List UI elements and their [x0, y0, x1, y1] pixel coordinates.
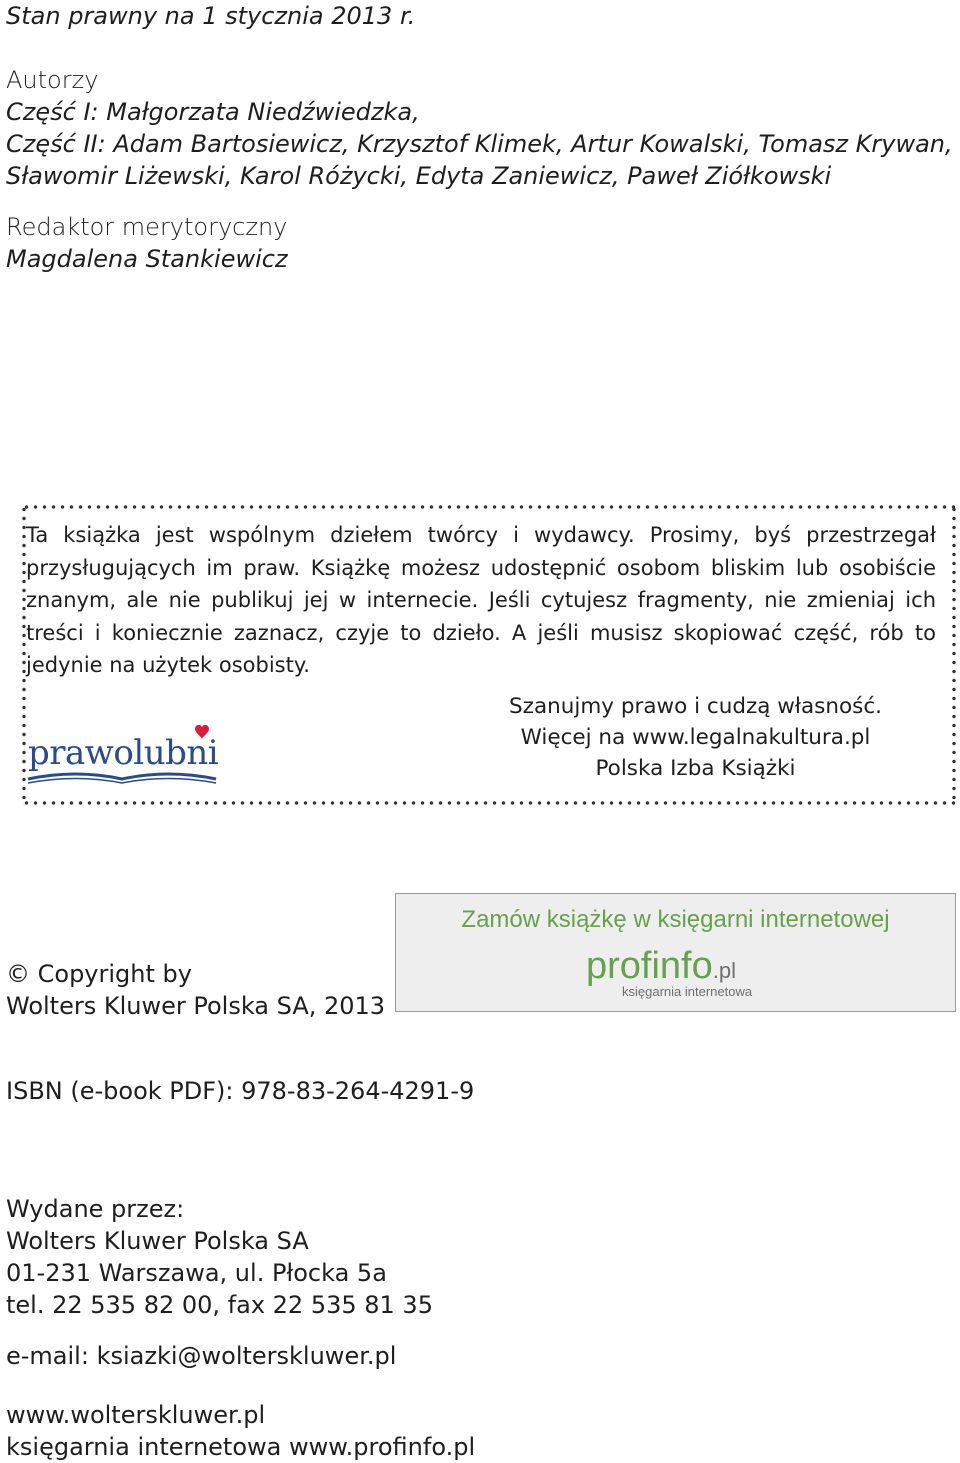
editor-name: Magdalena Stankiewicz: [6, 245, 288, 273]
profinfo-cta-text[interactable]: Zamów książkę w księgarni internetowej: [461, 906, 890, 933]
web-section: [6, 1399, 475, 1463]
publisher-email[interactable]: e-mail: ksiazki@wolterskluwer.pl: [6, 1342, 397, 1370]
publisher-section: [6, 1193, 433, 1321]
profinfo-logo[interactable]: [586, 944, 766, 1002]
svg-text:profinfo.pl: [586, 945, 736, 987]
publisher-heading: Wydane przez:: [6, 1195, 185, 1223]
dotted-border: [22, 505, 956, 509]
svg-text:księgarnia internetowa: [622, 984, 753, 999]
signoff-line: Polska Izba Książki: [595, 756, 796, 781]
svg-text:prawolubni: [28, 733, 219, 773]
profinfo-logo-sub: księgarnia internetowa: [622, 984, 753, 999]
profinfo-order-banner[interactable]: [395, 893, 956, 1012]
prawolubni-logo-text: prawolubni: [28, 733, 219, 773]
copyright-section: [6, 958, 385, 1022]
publisher-name: Wolters Kluwer Polska SA: [6, 1227, 309, 1255]
dotted-border: [952, 505, 956, 805]
copyright-line: © Copyright by: [6, 960, 192, 988]
book-swoosh-icon: [28, 774, 216, 779]
authors-part2-line2: Sławomir Liżewski, Karol Różycki, Edyta Zaniewicz, Paweł Ziółkowski: [6, 162, 832, 190]
dotted-border: [22, 801, 956, 805]
authors-heading: Autorzy: [6, 66, 99, 94]
signoff-link-line[interactable]: Więcej na www.legalnakultura.pl: [520, 725, 871, 750]
isbn: ISBN (e-book PDF): 978-83-264-4291-9: [6, 1077, 475, 1105]
copyright-notice-box: [22, 505, 956, 805]
editor-heading: Redaktor merytoryczny: [6, 213, 288, 241]
notice-text: Ta książka jest wspólnym dziełem twórcy i wydawcy. Prosimy, byś przestrzegał przysługujących im praw. Książkę możesz udostępnić osobom bliskim lub osobiście znanym, ale nie publikuj jej w internecie. Jeśli cytujesz fragmenty, nie zmieniaj ich treści i koniecznie zaznacz, czyje to dzieło. A jeśli musisz skopiować część, rób to jedynie na użytek osobisty.: [26, 523, 936, 677]
copyright-holder: Wolters Kluwer Polska SA, 2013: [6, 992, 386, 1020]
publisher-address: 01-231 Warszawa, ul. Płocka 5a: [6, 1259, 387, 1287]
prawolubni-logo: [26, 717, 226, 787]
signoff-line: Szanujmy prawo i cudzą własność.: [509, 694, 882, 719]
authors-part1: Część I: Małgorzata Niedźwiedzka,: [6, 98, 420, 126]
legal-state-date: Stan prawny na 1 stycznia 2013 r.: [6, 2, 416, 30]
publisher-phone: tel. 22 535 82 00, fax 22 535 81 35: [6, 1291, 433, 1319]
authors-section: [6, 64, 953, 192]
authors-part2-line1: Część II: Adam Bartosiewicz, Krzysztof Klimek, Artur Kowalski, Tomasz Krywan,: [6, 130, 953, 158]
profinfo-logo-tld: .pl: [712, 958, 736, 983]
bookstore-link[interactable]: księgarnia internetowa www.profinfo.pl: [6, 1433, 476, 1461]
profinfo-logo-main: profinfo: [586, 945, 713, 987]
notice-signoff: [509, 691, 882, 784]
publisher-website-link[interactable]: www.wolterskluwer.pl: [6, 1401, 266, 1429]
editor-section: [6, 211, 288, 275]
